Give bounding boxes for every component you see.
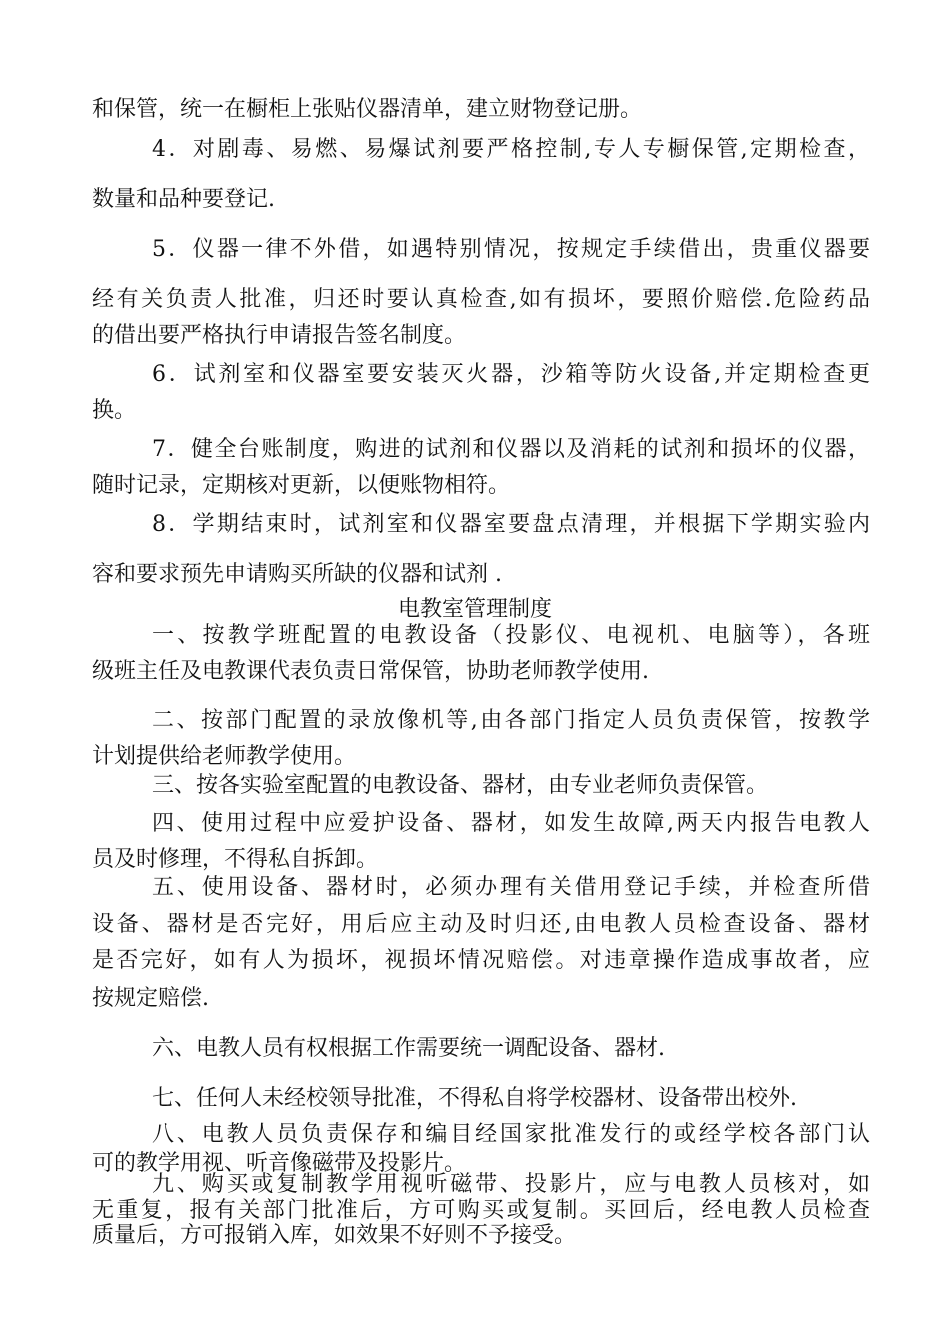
text-line: 八、电教人员负责保存和编目经国家批准发行的或经学校各部门认 <box>152 1122 870 1147</box>
text-line: 二、按部门配置的录放像机等,由各部门指定人员负责保管，按教学 <box>152 708 870 733</box>
text-line: 七、任何人未经校领导批准，不得私自将学校器材、设备带出校外. <box>152 1086 797 1111</box>
text-line: 随时记录，定期核对更新，以便账物相符。 <box>92 473 511 498</box>
text-line: 经有关负责人批准，归还时要认真检查,如有损坏，要照价赔偿.危险药品 <box>92 287 870 312</box>
text-line: 换。 <box>92 398 137 423</box>
text-line: 设备、器材是否完好，用后应主动及时归还,由电教人员检查设备、器材 <box>92 912 870 937</box>
text-line: 容和要求预先申请购买所缺的仪器和试剂 . <box>92 562 502 587</box>
text-line: 计划提供给老师教学使用。 <box>92 744 357 769</box>
section-title: 电教室管理制度 <box>397 597 552 622</box>
text-line: 九、购买或复制教学用视听磁带、投影片，应与电教人员核对，如 <box>152 1172 870 1197</box>
text-line: 无重复，报有关部门批准后，方可购买或复制。买回后，经电教人员检查 <box>92 1198 870 1223</box>
text-line: 6．试剂室和仪器室要安装灭火器，沙箱等防火设备,并定期检查更 <box>152 362 870 387</box>
text-line: 是否完好，如有人为损坏，视损坏情况赔偿。对违章操作造成事故者，应 <box>92 948 870 973</box>
text-line: 六、电教人员有权根据工作需要统一调配设备、器材. <box>152 1036 665 1061</box>
text-line: 7．健全台账制度，购进的试剂和仪器以及消耗的试剂和损坏的仪器， <box>152 437 870 462</box>
text-line: 数量和品种要登记. <box>92 187 275 212</box>
text-line: 级班主任及电教课代表负责日常保管，协助老师教学使用. <box>92 659 649 684</box>
text-line: 的借出要严格执行申请报告签名制度。 <box>92 323 467 348</box>
text-line: 三、按各实验室配置的电教设备、器材，由专业老师负责保管。 <box>152 773 769 798</box>
text-line: 5．仪器一律不外借，如遇特别情况，按规定手续借出，贵重仪器要 <box>152 237 870 262</box>
text-line: 四、使用过程中应爱护设备、器材，如发生故障,两天内报告电教人 <box>152 811 870 836</box>
text-line: 8．学期结束时，试剂室和仪器室要盘点清理，并根据下学期实验内 <box>152 512 870 537</box>
text-line: 4．对剧毒、易燃、易爆试剂要严格控制,专人专橱保管,定期检查， <box>152 137 870 162</box>
text-line: 员及时修理，不得私自拆卸。 <box>92 847 379 872</box>
text-line: 质量后，方可报销入库，如效果不好则不予接受。 <box>92 1223 577 1248</box>
text-line: 按规定赔偿. <box>92 986 209 1011</box>
text-line: 可的教学用视、听音像磁带及投影片。 <box>92 1151 467 1176</box>
text-line: 和保管，统一在橱柜上张贴仪器清单，建立财物登记册。 <box>92 97 643 122</box>
text-line: 五、使用设备、器材时，必须办理有关借用登记手续，并检查所借 <box>152 875 870 900</box>
text-line: 一、按教学班配置的电教设备（投影仪、电视机、电脑等），各班 <box>152 623 870 648</box>
